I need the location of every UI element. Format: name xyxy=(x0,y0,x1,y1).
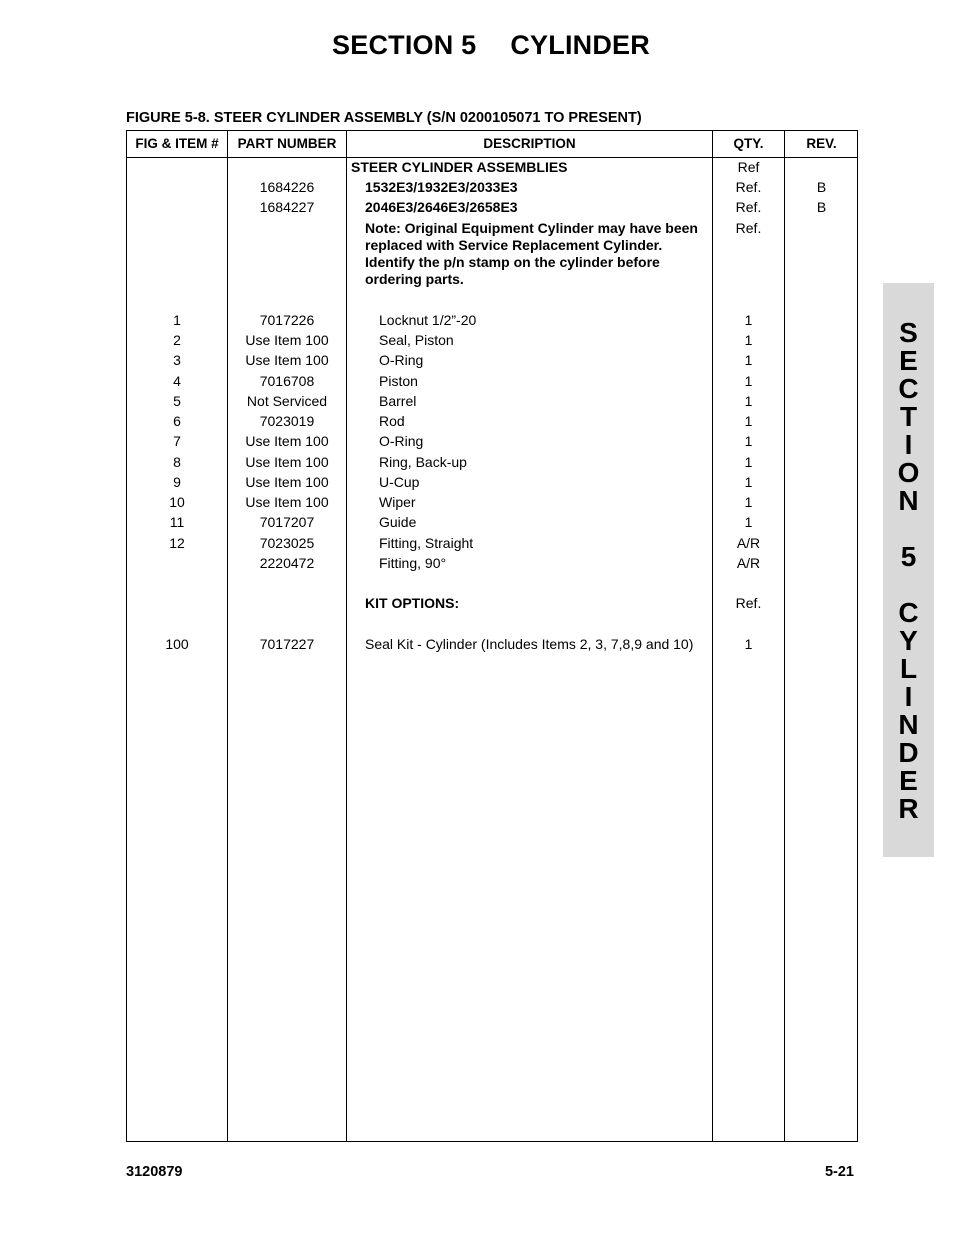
description: O-Ring xyxy=(379,352,424,368)
header-description: DESCRIPTION xyxy=(483,136,576,151)
fig-item: 6 xyxy=(173,413,181,429)
fig-item: 12 xyxy=(169,535,185,551)
side-tab-letter: C xyxy=(898,373,919,404)
description: KIT OPTIONS: xyxy=(365,595,460,611)
description: Guide xyxy=(379,514,417,530)
rev: B xyxy=(816,179,827,195)
fig-item: 4 xyxy=(173,373,181,389)
qty: Ref. xyxy=(735,595,762,611)
qty: A/R xyxy=(736,555,761,571)
description: Piston xyxy=(379,373,418,389)
qty: 1 xyxy=(744,332,753,348)
header-qty: QTY. xyxy=(733,136,764,151)
description: STEER CYLINDER ASSEMBLIES xyxy=(351,159,568,175)
part-number: 2220472 xyxy=(259,555,315,571)
fig-item: 3 xyxy=(173,352,181,368)
side-tab-letter: S xyxy=(899,317,918,348)
description: Fitting, Straight xyxy=(379,535,474,551)
side-tab-letter: D xyxy=(898,737,919,768)
part-number: Use Item 100 xyxy=(245,494,329,510)
side-tab-letter: I xyxy=(904,681,913,712)
fig-item: 1 xyxy=(173,312,181,328)
description: Wiper xyxy=(379,494,416,510)
note-text: Note: Original Equipment Cylinder may have been replaced with Service Replacement Cylinder. Identify the p/n stamp on the cylinder before ordering parts. xyxy=(365,220,698,287)
side-tab-letter: C xyxy=(898,597,919,628)
part-number: 7023019 xyxy=(259,413,315,429)
part-number: Use Item 100 xyxy=(245,352,329,368)
part-number: Not Serviced xyxy=(246,393,328,409)
header-part-number: PART NUMBER xyxy=(237,136,337,151)
parts-table xyxy=(126,130,858,1142)
header-rev: REV. xyxy=(806,136,837,151)
description: U-Cup xyxy=(379,474,420,490)
part-number: Use Item 100 xyxy=(245,474,329,490)
part-number: 7017207 xyxy=(259,514,315,530)
rev: B xyxy=(816,199,827,215)
description: Locknut 1/2”-20 xyxy=(379,312,477,328)
side-tab-letter: 5 xyxy=(900,541,917,572)
header-fig-item: FIG & ITEM # xyxy=(135,136,219,151)
description: 1532E3/1932E3/2033E3 xyxy=(365,179,518,195)
part-number: 7016708 xyxy=(259,373,315,389)
qty: 1 xyxy=(744,636,753,652)
part-number: Use Item 100 xyxy=(245,433,329,449)
side-tab-letter: N xyxy=(898,485,919,516)
part-number: 7017226 xyxy=(259,312,315,328)
description: Seal Kit - Cylinder (Includes Items 2, 3, 7,8,9 and 10) xyxy=(365,636,694,652)
qty: 1 xyxy=(744,433,753,449)
side-tab-letter: N xyxy=(898,709,919,740)
side-tab-letter: E xyxy=(899,765,918,796)
qty: Ref xyxy=(737,159,760,175)
fig-item: 7 xyxy=(173,433,181,449)
side-tab-letter: Y xyxy=(899,625,918,656)
part-number: Use Item 100 xyxy=(245,454,329,470)
qty: 1 xyxy=(744,393,753,409)
column-divider xyxy=(784,131,785,1141)
fig-item: 100 xyxy=(165,636,189,652)
description: 2046E3/2646E3/2658E3 xyxy=(365,199,518,215)
qty: 1 xyxy=(744,373,753,389)
fig-item: 5 xyxy=(173,393,181,409)
part-number: 1684227 xyxy=(259,199,315,215)
part-number: 7023025 xyxy=(259,535,315,551)
qty: 1 xyxy=(744,454,753,470)
footer-page-number: 5-21 xyxy=(824,1164,854,1180)
page-title xyxy=(0,30,954,61)
qty: 1 xyxy=(744,312,753,328)
fig-item: 11 xyxy=(169,514,185,530)
side-tab-letter: I xyxy=(904,429,913,460)
qty: 1 xyxy=(744,474,753,490)
fig-item: 9 xyxy=(173,474,181,490)
qty: Ref. xyxy=(735,199,762,215)
section-label: SECTION 5 xyxy=(332,30,477,60)
qty: A/R xyxy=(736,535,761,551)
qty: Ref. xyxy=(735,179,762,195)
qty: 1 xyxy=(744,514,753,530)
side-tab-letter: O xyxy=(897,457,920,488)
part-number: 1684226 xyxy=(259,179,315,195)
figure-title: FIGURE 5-8. STEER CYLINDER ASSEMBLY (S/N 0200105071 TO PRESENT) xyxy=(126,110,642,126)
side-tab-letter: E xyxy=(899,345,918,376)
fig-item: 10 xyxy=(169,494,185,510)
description: Barrel xyxy=(379,393,417,409)
qty: 1 xyxy=(744,494,753,510)
side-tab-letter: T xyxy=(899,401,918,432)
section-name: CYLINDER xyxy=(510,30,650,60)
footer-doc-number: 3120879 xyxy=(126,1164,183,1180)
fig-item: 2 xyxy=(173,332,181,348)
qty: 1 xyxy=(744,413,753,429)
description: Rod xyxy=(379,413,405,429)
description: Seal, Piston xyxy=(379,332,454,348)
side-tab-letter: R xyxy=(898,793,919,824)
side-tab-letter: L xyxy=(899,653,918,684)
part-number: 7017227 xyxy=(259,636,315,652)
section-side-tab xyxy=(883,283,934,857)
qty: Ref. xyxy=(735,220,762,236)
description: O-Ring xyxy=(379,433,424,449)
fig-item: 8 xyxy=(173,454,181,470)
description: Fitting, 90° xyxy=(379,555,447,571)
part-number: Use Item 100 xyxy=(245,332,329,348)
header-divider xyxy=(127,157,857,158)
description: Ring, Back-up xyxy=(379,454,467,470)
qty: 1 xyxy=(744,352,753,368)
